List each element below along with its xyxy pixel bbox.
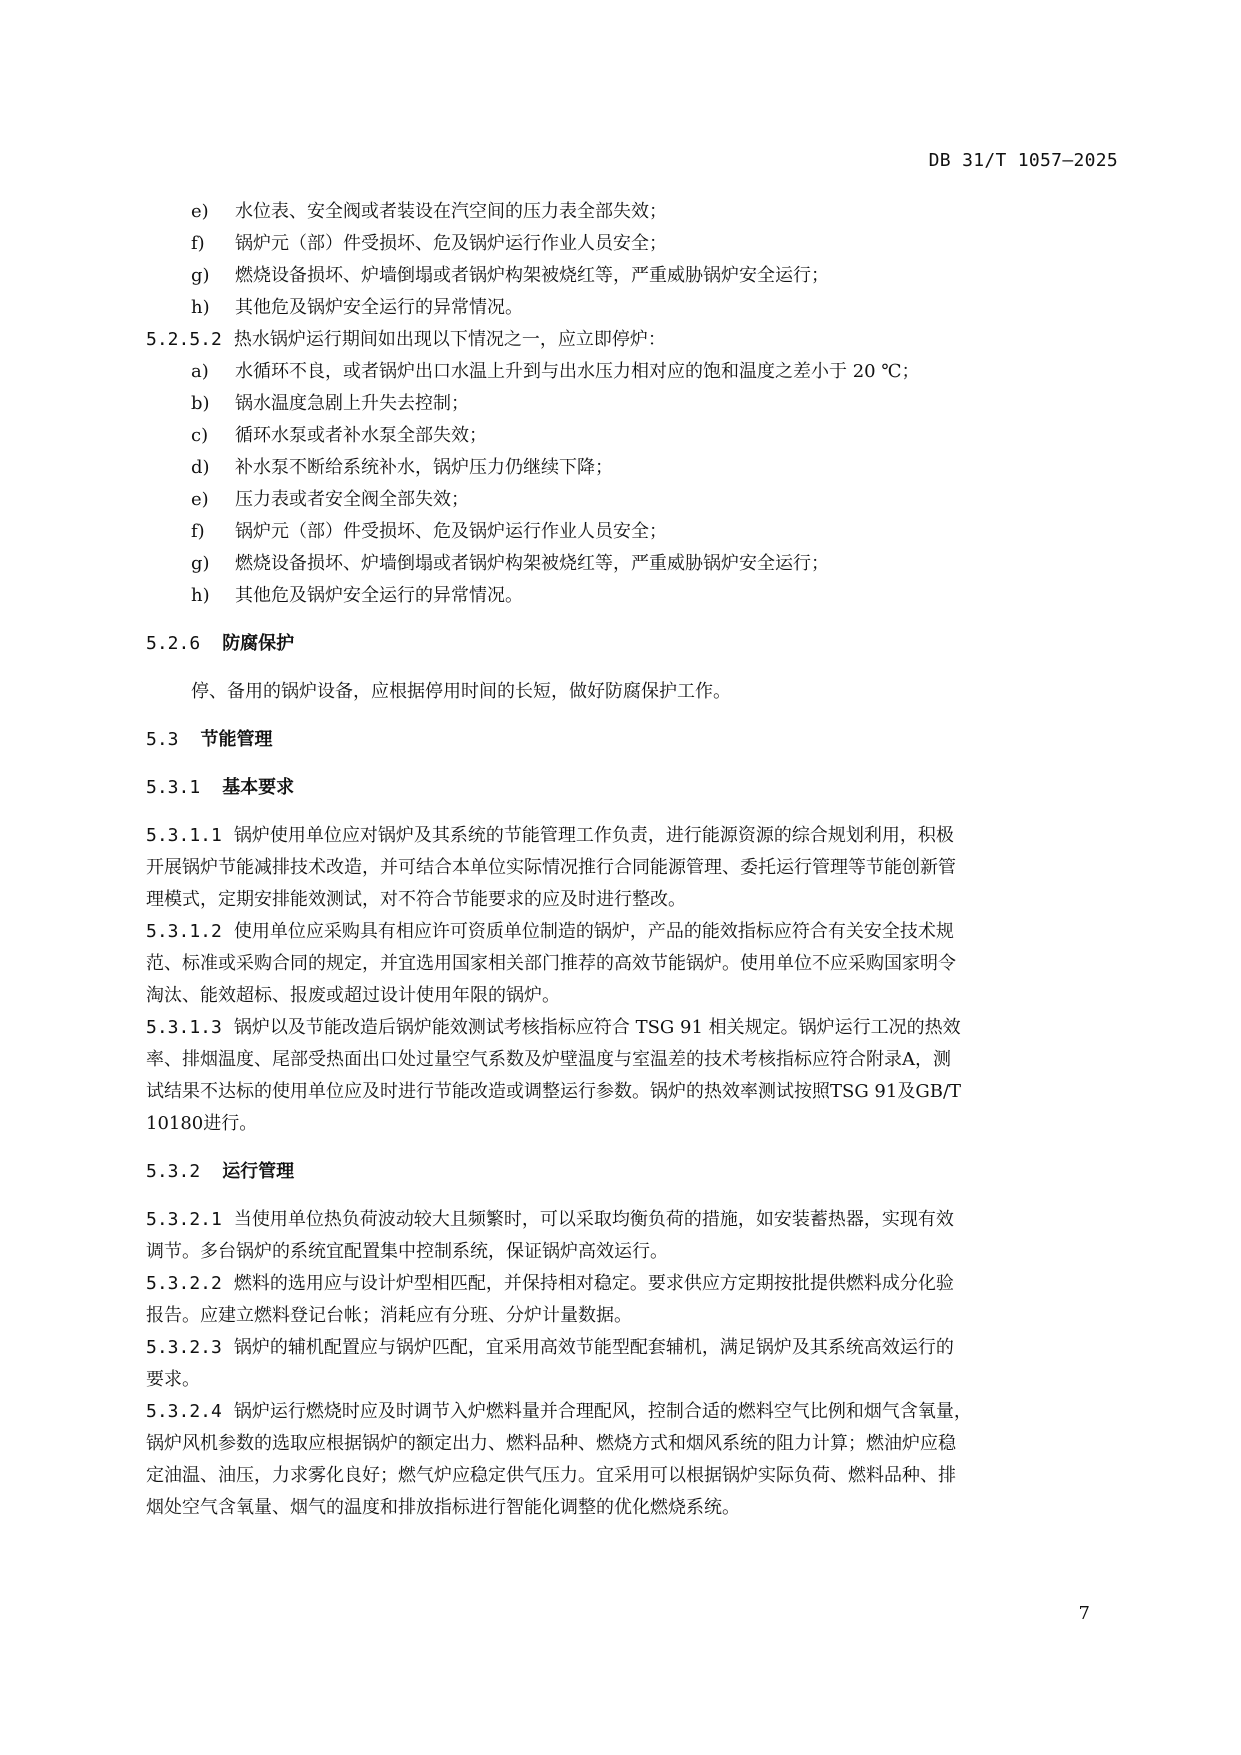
clause-line: 定油温、油压，力求雾化良好；燃气炉应稳定供气压力。宜采用可以根据锅炉实际负荷、燃料品种、排	[146, 1465, 956, 1486]
section-heading-5-2-6	[146, 628, 1122, 660]
list-text: 锅炉元（部）件受损坏、危及锅炉运行作业人员安全；	[235, 521, 667, 542]
list-label: b)	[191, 393, 210, 414]
clause-line: 锅炉风机参数的选取应根据锅炉的额定出力、燃料品种、燃烧方式和烟风系统的阻力计算；燃油炉应稳	[146, 1433, 956, 1454]
list-item	[146, 516, 1122, 548]
clause-number: 5.3.1.1	[146, 825, 222, 846]
page-content	[146, 196, 1122, 1524]
list-label: d)	[191, 457, 210, 478]
clause-text: 热水锅炉运行期间如出现以下情况之一，应立即停炉：	[233, 329, 666, 350]
paragraph-5-2-6: 停、备用的锅炉设备，应根据停用时间的长短，做好防腐保护工作。	[191, 681, 731, 702]
clause-5-2-5-2	[146, 324, 1122, 356]
section-heading-5-3-1	[146, 772, 1122, 804]
clause-line: 10180进行。	[146, 1113, 258, 1134]
clause-line: 理模式，定期安排能效测试，对不符合节能要求的应及时进行整改。	[146, 889, 686, 910]
clause-5-3-1-1	[146, 820, 1122, 852]
list-item	[146, 292, 1122, 324]
clause-text: 锅炉运行燃烧时应及时调节入炉燃料量并合理配风，控制合适的燃料空气比例和烟气含氧量，	[233, 1401, 972, 1422]
list-item	[146, 388, 1122, 420]
section-heading-5-3-2	[146, 1156, 1122, 1188]
clause-line: 开展锅炉节能减排技术改造，并可结合本单位实际情况推行合同能源管理、委托运行管理等节能创新管	[146, 857, 956, 878]
page-number: 7	[1078, 1603, 1090, 1624]
list-text: 水循环不良，或者锅炉出口水温上升到与出水压力相对应的饱和温度之差小于 20 ℃；	[235, 361, 920, 382]
clause-number: 5.2.5.2	[146, 329, 222, 350]
list-text: 锅炉元（部）件受损坏、危及锅炉运行作业人员安全；	[235, 233, 667, 254]
list-text: 锅水温度急剧上升失去控制；	[235, 393, 469, 414]
list-label: c)	[191, 425, 209, 446]
clause-line: 率、排烟温度、尾部受热面出口处过量空气系数及炉壁温度与室温差的技术考核指标应符合附录A，测	[146, 1049, 951, 1070]
list-item	[146, 484, 1122, 516]
list-item	[146, 452, 1122, 484]
list-label: e)	[191, 201, 209, 222]
clause-number: 5.3.2.2	[146, 1273, 222, 1294]
clause-text: 使用单位应采购具有相应许可资质单位制造的锅炉，产品的能效指标应符合有关安全技术规	[233, 921, 954, 942]
list-label: a)	[191, 361, 209, 382]
clause-5-3-2-4	[146, 1396, 1122, 1428]
section-number: 5.3.2	[146, 1161, 201, 1182]
clause-5-3-2-3	[146, 1332, 1122, 1364]
clause-5-3-1-2	[146, 916, 1122, 948]
list-text: 其他危及锅炉安全运行的异常情况。	[235, 585, 523, 606]
section-title: 基本要求	[222, 777, 295, 798]
clause-text: 锅炉以及节能改造后锅炉能效测试考核指标应符合 TSG 91 相关规定。锅炉运行工况的热效	[233, 1017, 961, 1038]
list-label: h)	[191, 585, 210, 606]
clause-line: 烟处空气含氧量、烟气的温度和排放指标进行智能化调整的优化燃烧系统。	[146, 1497, 740, 1518]
clause-text: 锅炉使用单位应对锅炉及其系统的节能管理工作负责，进行能源资源的综合规划利用，积极	[233, 825, 954, 846]
clause-line: 报告。应建立燃料登记台帐；消耗应有分班、分炉计量数据。	[146, 1305, 632, 1326]
list-item	[146, 196, 1122, 228]
list-label: g)	[191, 265, 210, 286]
section-title: 运行管理	[222, 1161, 295, 1182]
clause-line: 试结果不达标的使用单位应及时进行节能改造或调整运行参数。锅炉的热效率测试按照TSG 91及GB/T	[146, 1081, 962, 1102]
list-label: h)	[191, 297, 210, 318]
section-number: 5.3.1	[146, 777, 201, 798]
clause-5-3-1-3	[146, 1012, 1122, 1044]
section-title: 节能管理	[200, 729, 273, 750]
clause-text: 当使用单位热负荷波动较大且频繁时，可以采取均衡负荷的措施，如安装蓄热器，实现有效	[233, 1209, 954, 1230]
list-text: 燃烧设备损坏、炉墙倒塌或者锅炉构架被烧红等，严重威胁锅炉安全运行；	[235, 265, 829, 286]
list-item	[146, 420, 1122, 452]
clause-text: 燃料的选用应与设计炉型相匹配，并保持相对稳定。要求供应方定期按批提供燃料成分化验	[233, 1273, 954, 1294]
list-text: 其他危及锅炉安全运行的异常情况。	[235, 297, 523, 318]
clause-line: 淘汰、能效超标、报废或超过设计使用年限的锅炉。	[146, 985, 560, 1006]
section-number: 5.2.6	[146, 633, 201, 654]
clause-5-3-2-1	[146, 1204, 1122, 1236]
clause-number: 5.3.2.1	[146, 1209, 222, 1230]
list-item	[146, 548, 1122, 580]
section-title: 防腐保护	[222, 633, 295, 654]
list-label: g)	[191, 553, 210, 574]
section-number: 5.3	[146, 729, 179, 750]
list-text: 循环水泵或者补水泵全部失效；	[235, 425, 487, 446]
clause-line: 范、标准或采购合同的规定，并宜选用国家相关部门推荐的高效节能锅炉。使用单位不应采购国家明令	[146, 953, 956, 974]
clause-5-3-2-2	[146, 1268, 1122, 1300]
list-text: 补水泵不断给系统补水，锅炉压力仍继续下降；	[235, 457, 613, 478]
list-text: 水位表、安全阀或者装设在汽空间的压力表全部失效；	[235, 201, 667, 222]
clause-line: 要求。	[146, 1369, 200, 1390]
clause-number: 5.3.2.4	[146, 1401, 222, 1422]
clause-number: 5.3.1.3	[146, 1017, 222, 1038]
list-label: e)	[191, 489, 209, 510]
clause-number: 5.3.2.3	[146, 1337, 222, 1358]
clause-number: 5.3.1.2	[146, 921, 222, 942]
section-heading-5-3	[146, 724, 1122, 756]
list-item	[146, 228, 1122, 260]
document-code: DB 31/T 1057—2025	[928, 150, 1118, 171]
list-label: f)	[191, 233, 205, 254]
list-item	[146, 356, 1122, 388]
list-text: 压力表或者安全阀全部失效；	[235, 489, 469, 510]
list-item	[146, 580, 1122, 612]
list-text: 燃烧设备损坏、炉墙倒塌或者锅炉构架被烧红等，严重威胁锅炉安全运行；	[235, 553, 829, 574]
list-label: f)	[191, 521, 205, 542]
list-item	[146, 260, 1122, 292]
clause-line: 调节。多台锅炉的系统宜配置集中控制系统，保证锅炉高效运行。	[146, 1241, 668, 1262]
clause-text: 锅炉的辅机配置应与锅炉匹配，宜采用高效节能型配套辅机，满足锅炉及其系统高效运行的	[233, 1337, 954, 1358]
